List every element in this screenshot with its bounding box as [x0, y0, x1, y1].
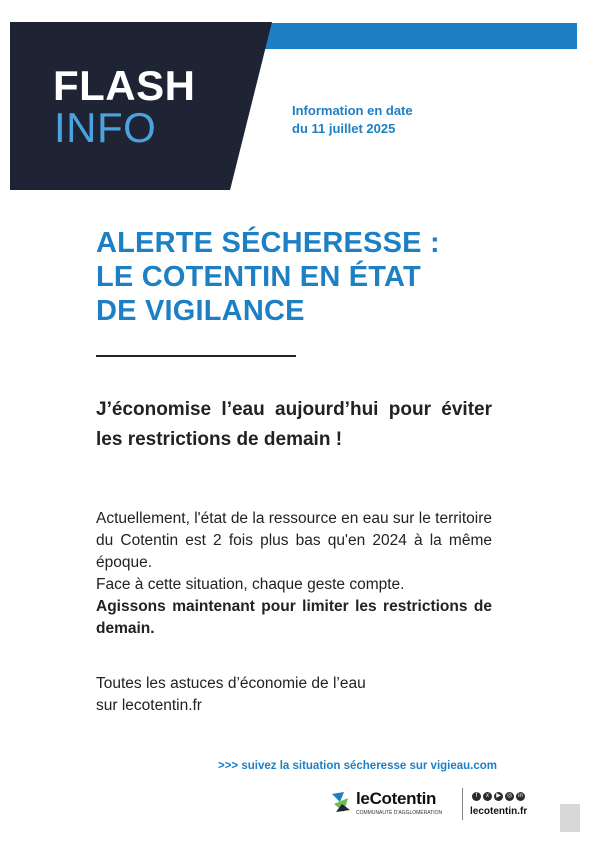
- body-paragraph-1: Actuellement, l'état de la ressource en eau sur le territoire du Cotentin est 2 fois plus bas qu'en 2024 à la même époque.: [96, 510, 492, 571]
- instagram-icon[interactable]: ◎: [506, 793, 513, 799]
- linkedin-icon[interactable]: in: [516, 792, 525, 801]
- headline: [96, 226, 496, 328]
- subhead: J’économise l’eau aujourd’hui pour éviter les restrictions de demain !: [96, 399, 492, 450]
- tips-text: [96, 673, 492, 717]
- brand-name: leCotentin: [356, 789, 437, 808]
- date-info: [292, 102, 413, 138]
- body-text: [96, 508, 492, 640]
- vigieau-link[interactable]: >>> suivez la situation sécheresse sur vigieau.com: [218, 760, 498, 772]
- facebook-icon[interactable]: f: [472, 792, 481, 801]
- tips-line-2[interactable]: sur lecotentin.fr: [96, 697, 202, 714]
- date-line-1: Information en date: [292, 103, 413, 118]
- x-icon[interactable]: x: [483, 792, 492, 801]
- youtube-icon[interactable]: ▶: [494, 792, 503, 801]
- site-url[interactable]: lecotentin.fr: [470, 806, 528, 817]
- date-line-2: du 11 juillet 2025: [292, 121, 396, 136]
- flash-title: FLASH: [53, 62, 196, 109]
- body-paragraph-2: Face à cette situation, chaque geste compte.: [96, 576, 405, 593]
- headline-line-2: LE COTENTIN EN ÉTAT: [96, 261, 421, 293]
- body-paragraph-3: Agissons maintenant pour limiter les restrictions de demain.: [96, 598, 492, 637]
- headline-line-3: DE VIGILANCE: [96, 295, 305, 327]
- headline-line-1: ALERTE SÉCHERESSE :: [96, 227, 440, 259]
- divider-rule: [96, 355, 296, 357]
- brand-tagline: COMMUNAUTÉ D'AGGLOMÉRATION: [356, 810, 443, 816]
- footer: [320, 786, 580, 824]
- social-icons: [472, 792, 525, 801]
- footer-divider: [462, 788, 463, 820]
- scan-edge-shadow: [560, 804, 580, 832]
- info-title: INFO: [54, 104, 157, 151]
- tips-line-1: Toutes les astuces d’économie de l’eau: [96, 675, 366, 692]
- cotentin-logo-icon: [330, 790, 352, 814]
